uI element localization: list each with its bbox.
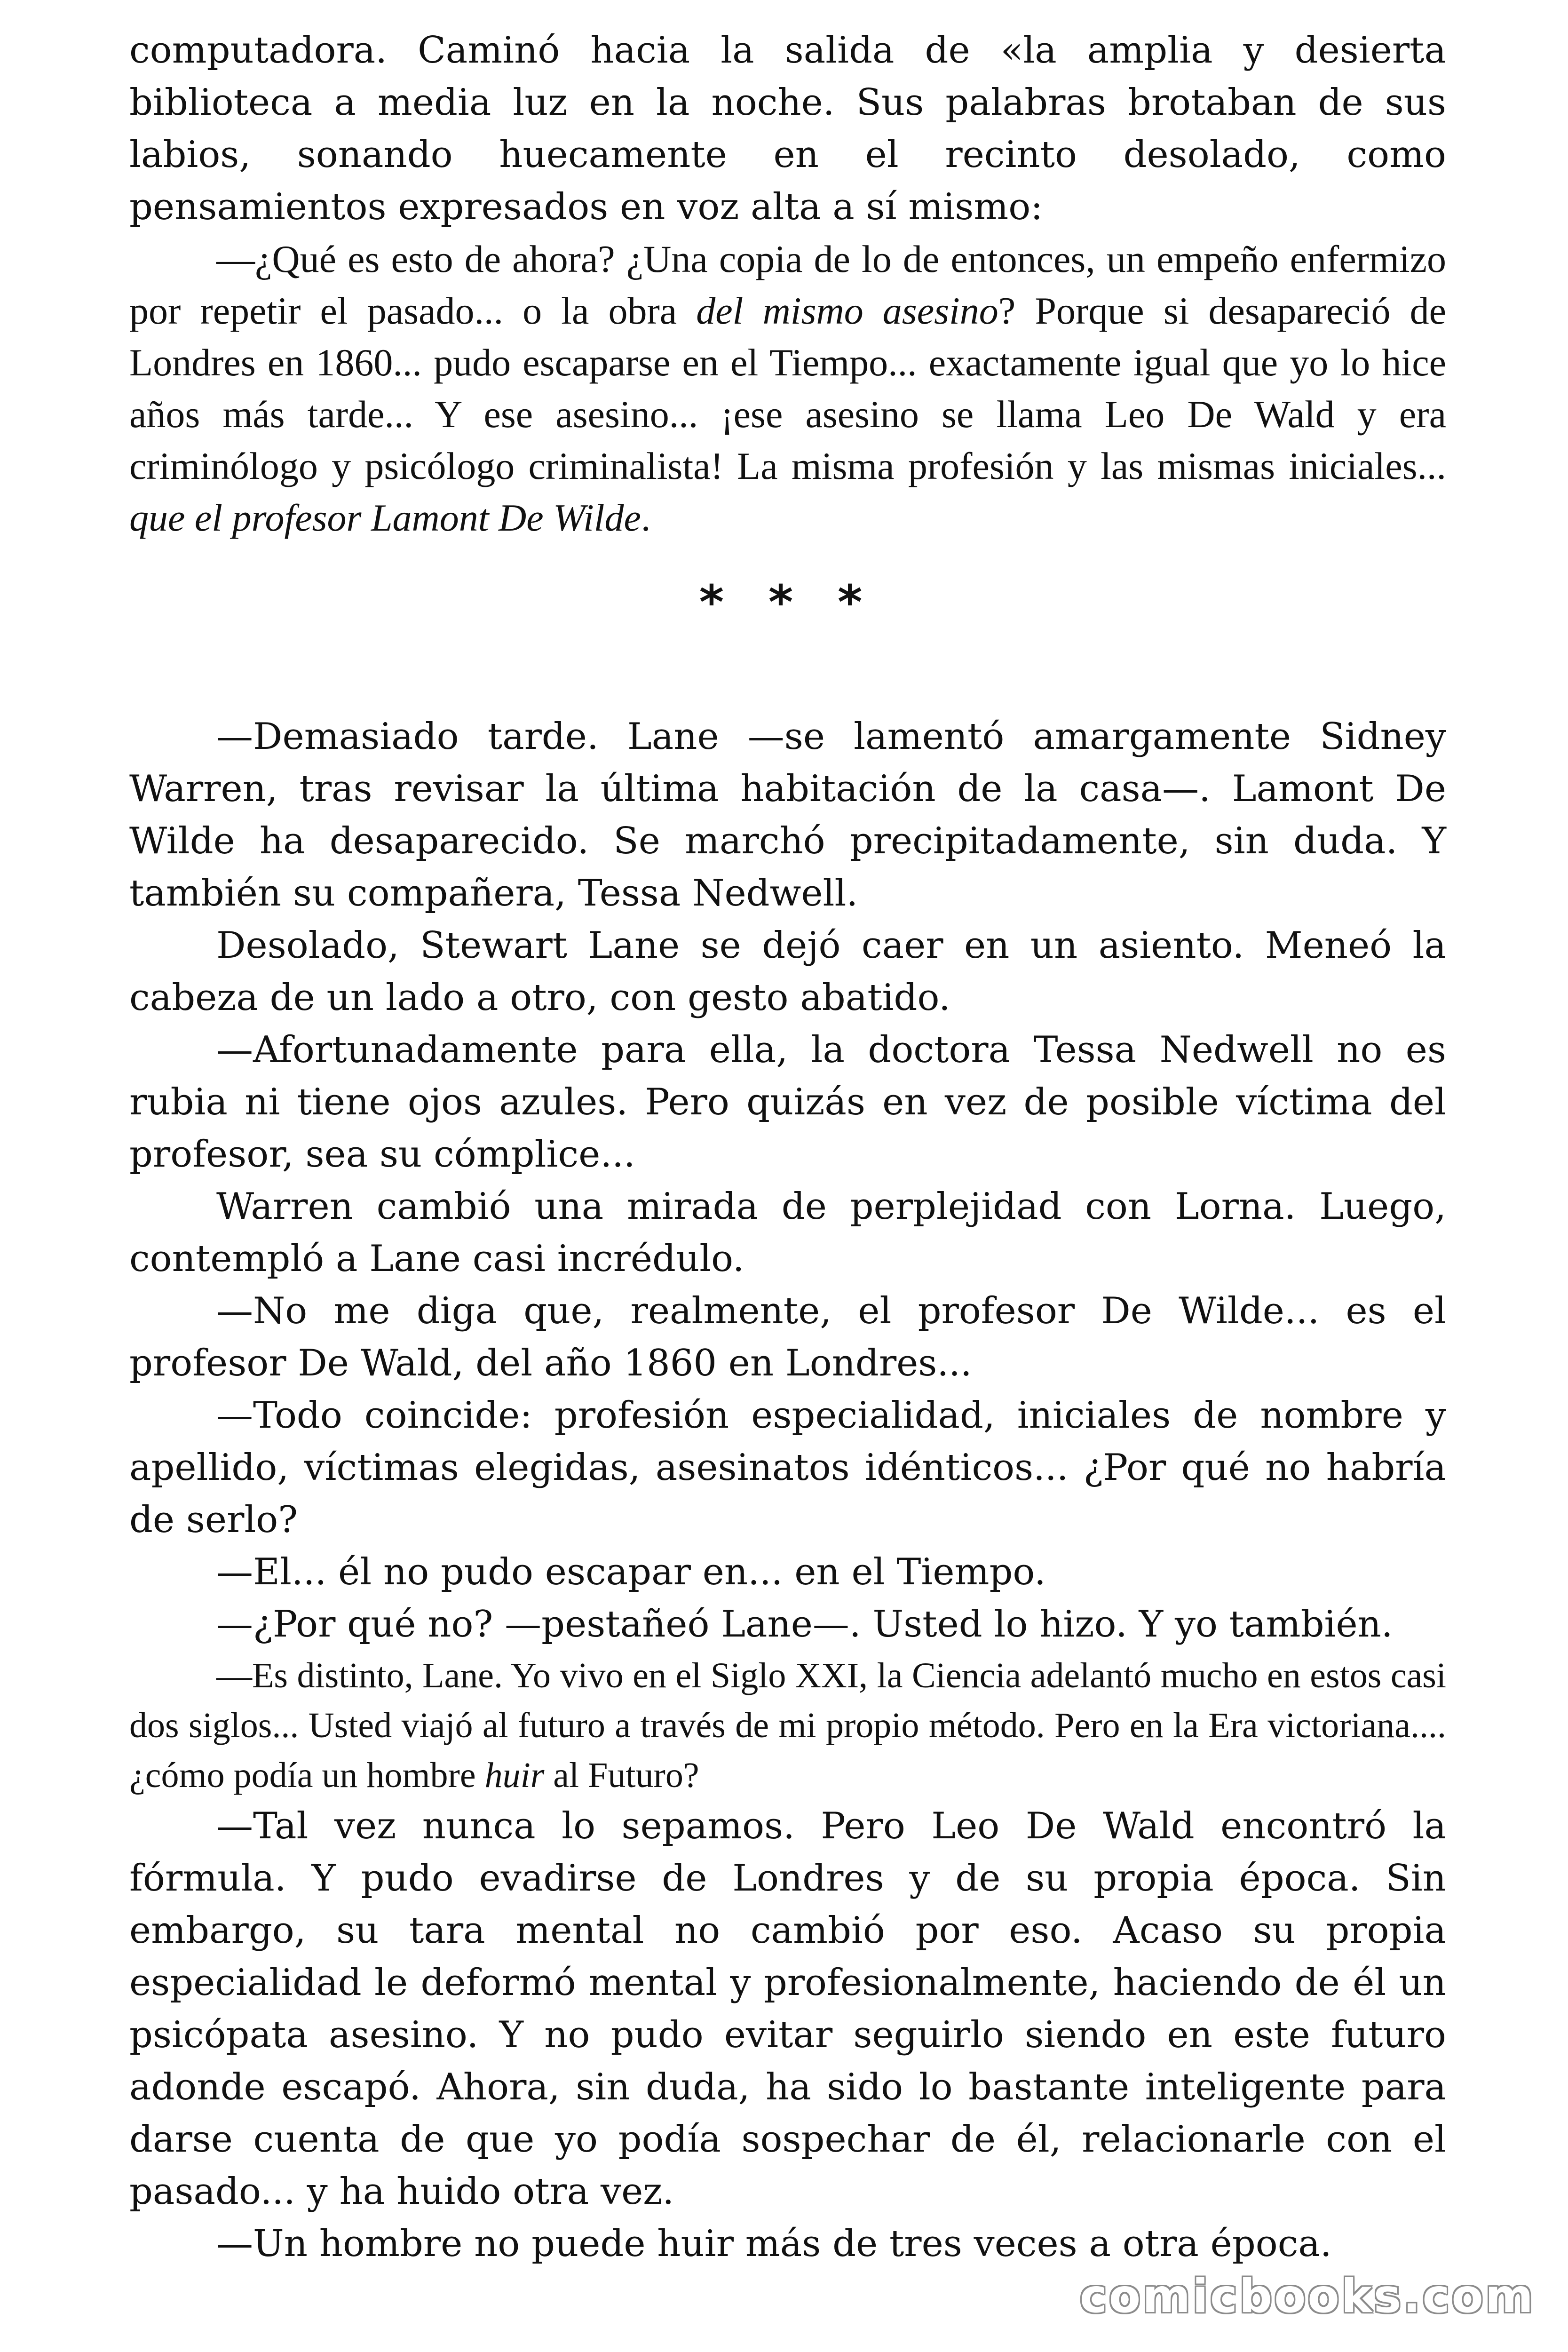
- paragraph-7: —No me diga que, realmente, el profesor De Wilde... es el profesor De Wald, del año 1860 en Londres...: [129, 1290, 1446, 1384]
- paragraph-10: —¿Por qué no? —pestañeó Lane—. Usted lo hizo. Y yo también.: [216, 1603, 1393, 1645]
- paragraph-11-text-b: al Futuro?: [544, 1756, 699, 1795]
- paragraph-2: [129, 233, 1446, 544]
- paragraph-2-text-b: ? Porque si desapareció de Londres en 1860... pudo escaparse en el Tiempo... exactamente igual que yo lo hice años más tarde... Y ese asesino... ¡ese asesino se llama Leo De Wald y era criminólogo y psicólogo criminalista! La misma profesión y las mismas iniciales...: [129, 289, 1446, 487]
- paragraph-13: —Un hombre no puede huir más de tres veces a otra época.: [216, 2223, 1332, 2265]
- paragraph-2-text-a: —¿Qué es esto de ahora? ¿Una copia de lo de entonces, un empeño enfermizo por repetir el pasado... o la obra: [129, 238, 1446, 332]
- watermark-logo: comicbooks.com: [1079, 2270, 1535, 2323]
- paragraph-5: —Afortunadamente para ella, la doctora Tessa Nedwell no es rubia ni tiene ojos azules. Pero quizás en vez de posible víctima del profesor, sea su cómplice...: [129, 1029, 1446, 1176]
- paragraph-8: —Todo coincide: profesión especialidad, iniciales de nombre y apellido, víctimas elegidas, asesinatos idénticos... ¿Por qué no habría de serlo?: [129, 1394, 1446, 1541]
- paragraph-11: [129, 1651, 1446, 1800]
- paragraph-2-italic-b: que el profesor Lamont De Wilde: [129, 496, 641, 539]
- scene-separator: * * *: [699, 575, 877, 630]
- page-text: [129, 24, 1446, 2270]
- paragraph-4: Desolado, Stewart Lane se dejó caer en un asiento. Meneó la cabeza de un lado a otro, con gesto abatido.: [129, 924, 1446, 1019]
- paragraph-1: computadora. Caminó hacia la salida de «la amplia y desierta biblioteca a media luz en la noche. Sus palabras brotaban de sus labios, sonando huecamente en el recinto desolado, como pensamientos expresados en voz alta a sí mismo:: [129, 29, 1446, 228]
- paragraph-3: —Demasiado tarde. Lane —se lamentó amargamente Sidney Warren, tras revisar la última habitación de la casa—. Lamont De Wilde ha desaparecido. Se marchó precipitadamente, sin duda. Y también su compañera, Tessa Nedwell.: [129, 715, 1446, 914]
- paragraph-2-text-c: .: [641, 496, 651, 539]
- paragraph-11-italic: huir: [484, 1756, 545, 1795]
- paragraph-6: Warren cambió una mirada de perplejidad con Lorna. Luego, contempló a Lane casi incrédulo.: [129, 1185, 1446, 1280]
- paragraph-11-text-a: —Es distinto, Lane. Yo vivo en el Siglo XXI, la Ciencia adelantó mucho en estos casi dos siglos... Usted viajó al futuro a través de mi propio método. Pero en la Era victoriana.... ¿cómo podía un hombre: [129, 1656, 1446, 1795]
- paragraph-2-italic-a: del mismo asesino: [696, 289, 998, 332]
- paragraph-9: —El... él no pudo escapar en... en el Tiempo.: [216, 1551, 1046, 1593]
- paragraph-12: —Tal vez nunca lo sepamos. Pero Leo De Wald encontró la fórmula. Y pudo evadirse de Londres y de su propia época. Sin embargo, su tara mental no cambió por eso. Acaso su propia especialidad le deformó mental y profesionalmente, haciendo de él un psicópata asesino. Y no pudo evitar seguirlo siendo en este futuro adonde escapó. Ahora, sin duda, ha sido lo bastante inteligente para darse cuenta de que yo podía sospechar de él, relacionarle con el pasado... y ha huido otra vez.: [129, 1805, 1446, 2213]
